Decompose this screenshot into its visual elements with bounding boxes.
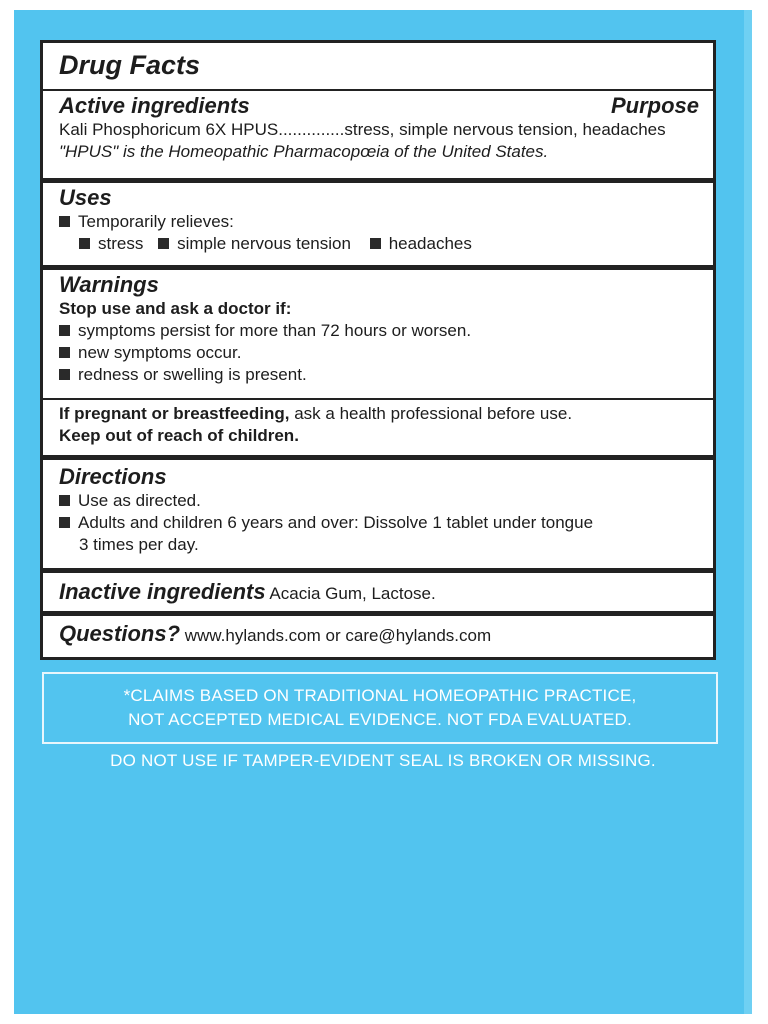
uses-intro: Temporarily relieves: (78, 212, 234, 231)
warning-item (59, 320, 699, 342)
bullet-icon (59, 369, 70, 380)
uses-section (43, 185, 713, 255)
questions-contact: www.hylands.com or care@hylands.com (184, 626, 492, 645)
claims-notice-line: NOT ACCEPTED MEDICAL EVIDENCE. NOT FDA EVALUATED. (128, 710, 632, 729)
warning-item-text: new symptoms occur. (78, 343, 242, 362)
bullet-icon (370, 238, 381, 249)
uses-intro-line (59, 211, 699, 233)
claims-notice (42, 672, 718, 744)
divider (43, 568, 713, 573)
divider (43, 89, 713, 91)
directions-section (43, 464, 713, 556)
bullet-icon (59, 517, 70, 528)
bullet-icon (59, 347, 70, 358)
divider (43, 178, 713, 183)
bullet-icon (59, 495, 70, 506)
questions-section (43, 621, 713, 649)
ingredient-name: Kali Phosphoricum 6X HPUS (59, 120, 279, 139)
warnings-section (43, 272, 713, 386)
pregnancy-section (43, 403, 713, 447)
purpose-heading: Purpose (610, 93, 699, 118)
inactive-ingredients-line (59, 579, 699, 607)
active-ingredient-line (59, 119, 699, 141)
bullet-icon (59, 325, 70, 336)
direction-item-text: Use as directed. (78, 491, 201, 510)
bullet-icon (158, 238, 169, 249)
pregnancy-warning-bold: If pregnant or breastfeeding, (59, 404, 290, 423)
direction-item (59, 490, 699, 512)
drug-facts-title: Drug Facts (59, 50, 201, 80)
inactive-ingredients-text: Acacia Gum, Lactose. (269, 584, 436, 603)
hpus-note: "HPUS" is the Homeopathic Pharmacopœia of the United States. (59, 142, 549, 161)
bullet-icon (79, 238, 90, 249)
pregnancy-warning-text: ask a health professional before use. (289, 404, 573, 423)
direction-item-text: Adults and children 6 years and over: Dissolve 1 tablet under tongue (78, 513, 594, 532)
keep-out-of-reach: Keep out of reach of children. (59, 426, 299, 445)
active-ingredients-heading: Active ingredients (59, 93, 250, 118)
warning-item-text: symptoms persist for more than 72 hours or worsen. (78, 321, 472, 340)
direction-continuation: 3 times per day. (79, 535, 199, 554)
warning-item (59, 342, 699, 364)
package-background (14, 10, 752, 1014)
uses-item: stress (98, 234, 144, 253)
divider (43, 398, 713, 400)
divider (43, 611, 713, 616)
stop-use-heading: Stop use and ask a doctor if: (59, 299, 292, 318)
warnings-heading: Warnings (59, 272, 159, 297)
drug-facts-header (43, 49, 713, 81)
ingredient-dots: .............. (278, 120, 345, 139)
active-ingredients-section (43, 93, 713, 163)
questions-heading: Questions? (59, 621, 181, 646)
claims-notice-line: *CLAIMS BASED ON TRADITIONAL HOMEOPATHIC PRACTICE, (123, 686, 637, 705)
divider (43, 455, 713, 460)
seal-warning: DO NOT USE IF TAMPER-EVIDENT SEAL IS BROKEN OR MISSING. (110, 751, 656, 770)
ingredient-purpose: stress, simple nervous tension, headaches (344, 120, 666, 139)
direction-item (59, 512, 699, 534)
warning-item (59, 364, 699, 386)
questions-line (59, 621, 699, 649)
bullet-icon (59, 216, 70, 227)
uses-heading: Uses (59, 185, 112, 210)
uses-item: simple nervous tension (177, 234, 351, 253)
warning-item-text: redness or swelling is present. (78, 365, 307, 384)
pregnancy-warning (59, 403, 699, 425)
inactive-ingredients-heading: Inactive ingredients (59, 579, 266, 604)
uses-items-line (59, 233, 699, 255)
drug-facts-panel (40, 40, 716, 660)
uses-item: headaches (388, 234, 472, 253)
divider (43, 265, 713, 270)
inactive-ingredients-section (43, 579, 713, 607)
directions-heading: Directions (59, 464, 167, 489)
